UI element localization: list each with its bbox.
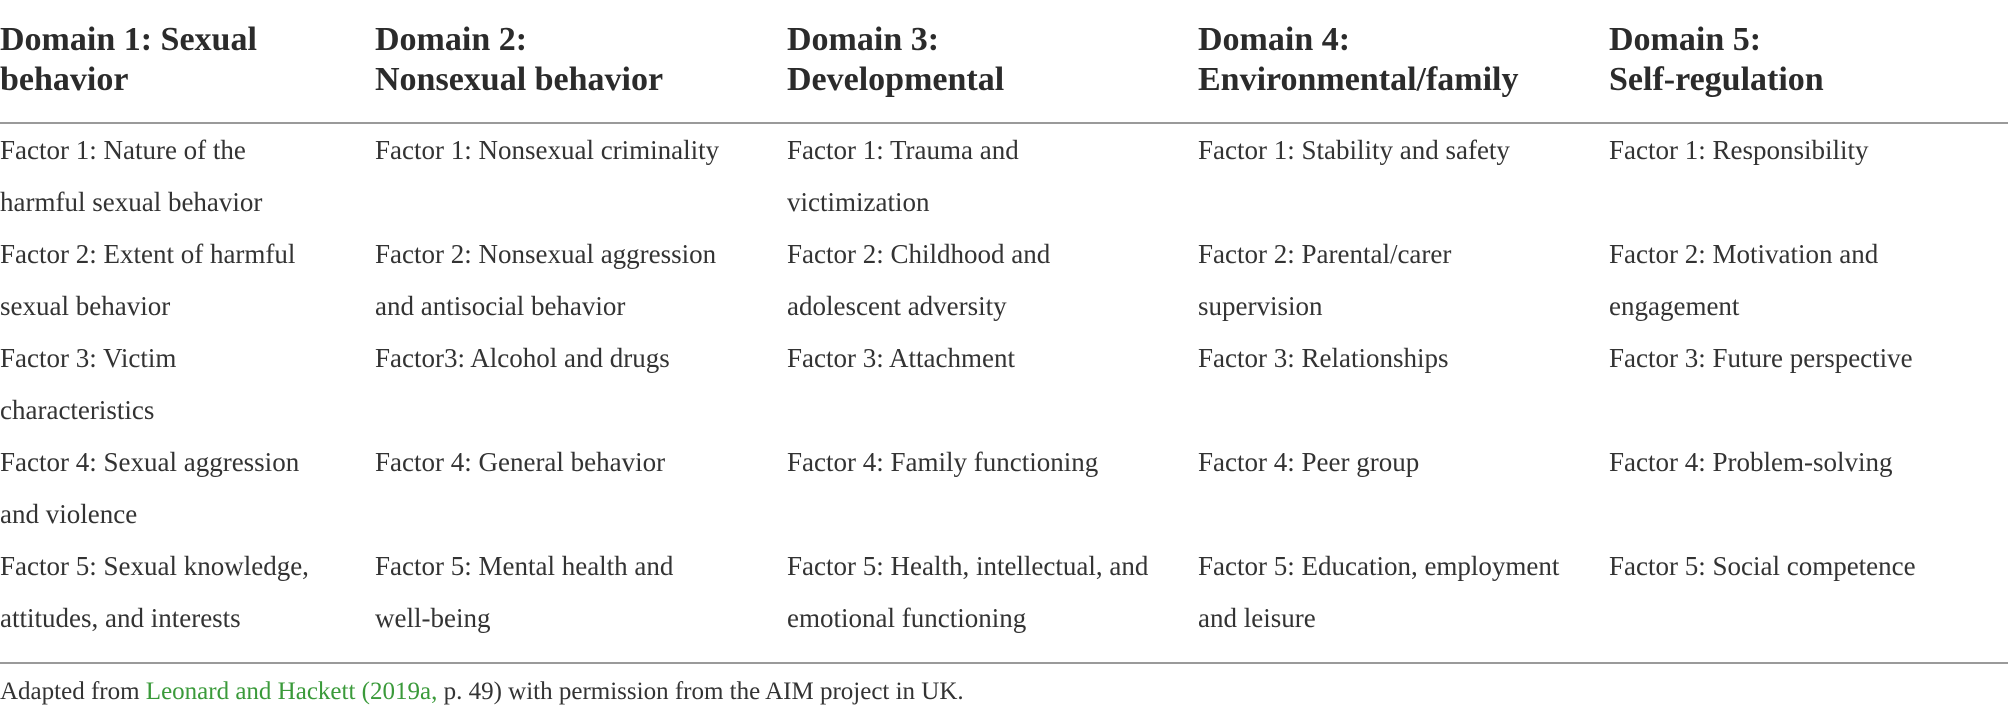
table-bottom-rule bbox=[0, 662, 2008, 664]
table-body bbox=[0, 123, 2008, 644]
footnote-prefix: Adapted from bbox=[0, 678, 146, 705]
header-line: Developmental bbox=[787, 61, 1005, 98]
cell-line: victimization bbox=[787, 187, 930, 217]
citation-link[interactable]: Leonard and Hackett (2019a, bbox=[145, 678, 438, 705]
cell-line: Factor 5: Sexual knowledge, bbox=[0, 551, 309, 581]
cell-line: Factor 5: Education, employment bbox=[1198, 551, 1560, 581]
header-row bbox=[0, 0, 2008, 123]
table-cell bbox=[1198, 228, 1609, 332]
table-cell bbox=[787, 436, 1198, 540]
cell-line: Factor 1: Stability and safety bbox=[1198, 135, 1510, 165]
table-footnote bbox=[0, 676, 964, 708]
cell-line: Factor 3: Future perspective bbox=[1609, 343, 1913, 373]
table-cell bbox=[0, 228, 375, 332]
cell-line: Factor 1: Responsibility bbox=[1609, 135, 1869, 165]
header-line: Nonsexual behavior bbox=[375, 61, 664, 98]
cell-line: Factor 2: Parental/carer bbox=[1198, 239, 1452, 269]
table-row bbox=[0, 123, 2008, 228]
cell-line: and antisocial behavior bbox=[375, 291, 626, 321]
cell-line: adolescent adversity bbox=[787, 291, 1007, 321]
cell-line: Factor 1: Nonsexual criminality bbox=[375, 135, 720, 165]
table-cell bbox=[1609, 436, 2008, 540]
table-cell bbox=[1198, 540, 1609, 644]
footnote-suffix: p. 49) with permission from the AIM project in UK. bbox=[437, 678, 964, 705]
header-line: Domain 3: bbox=[787, 21, 940, 58]
table-cell bbox=[1198, 436, 1609, 540]
header-line: Self-regulation bbox=[1609, 61, 1824, 98]
table-cell bbox=[1609, 540, 2008, 644]
column-header-domain-5 bbox=[1609, 0, 2008, 123]
table-header bbox=[0, 0, 2008, 123]
cell-line: Factor 4: General behavior bbox=[375, 447, 666, 477]
table-row bbox=[0, 332, 2008, 436]
table-cell bbox=[0, 123, 375, 228]
table-cell bbox=[375, 436, 787, 540]
header-line: Domain 4: bbox=[1198, 21, 1351, 58]
cell-line: Factor 4: Family functioning bbox=[787, 447, 1099, 477]
cell-line: Factor 3: Victim bbox=[0, 343, 177, 373]
table-cell bbox=[1609, 123, 2008, 228]
cell-line: supervision bbox=[1198, 291, 1323, 321]
header-line: Domain 2: bbox=[375, 21, 528, 58]
table-cell bbox=[0, 436, 375, 540]
column-header-domain-1 bbox=[0, 0, 375, 123]
table-cell bbox=[787, 228, 1198, 332]
cell-line: and violence bbox=[0, 499, 138, 529]
cell-line: Factor 3: Relationships bbox=[1198, 343, 1449, 373]
cell-line: Factor 2: Nonsexual aggression bbox=[375, 239, 717, 269]
table-cell bbox=[375, 540, 787, 644]
column-header-domain-3 bbox=[787, 0, 1198, 123]
cell-line: Factor 4: Problem-solving bbox=[1609, 447, 1893, 477]
cell-line: Factor 5: Social competence bbox=[1609, 551, 1916, 581]
table-cell bbox=[1609, 228, 2008, 332]
cell-line: Factor 1: Nature of the bbox=[0, 135, 246, 165]
cell-line: Factor 2: Motivation and bbox=[1609, 239, 1879, 269]
table-row bbox=[0, 228, 2008, 332]
cell-line: Factor 2: Childhood and bbox=[787, 239, 1051, 269]
cell-line: Factor 5: Health, intellectual, and bbox=[787, 551, 1149, 581]
cell-line: attitudes, and interests bbox=[0, 603, 241, 633]
cell-line: emotional functioning bbox=[787, 603, 1027, 633]
table-cell bbox=[375, 123, 787, 228]
cell-line: and leisure bbox=[1198, 603, 1316, 633]
cell-line: Factor 1: Trauma and bbox=[787, 135, 1019, 165]
cell-line: well-being bbox=[375, 603, 491, 633]
table-cell bbox=[787, 540, 1198, 644]
table-cell bbox=[375, 228, 787, 332]
cell-line: Factor 3: Attachment bbox=[787, 343, 1015, 373]
header-line: Domain 1: Sexual bbox=[0, 21, 257, 58]
table-cell bbox=[787, 332, 1198, 436]
table-cell bbox=[1609, 332, 2008, 436]
table-cell bbox=[0, 332, 375, 436]
table-cell bbox=[787, 123, 1198, 228]
header-line: behavior bbox=[0, 61, 129, 98]
table-cell bbox=[1198, 332, 1609, 436]
cell-line: harmful sexual behavior bbox=[0, 187, 263, 217]
header-line: Environmental/family bbox=[1198, 61, 1519, 98]
header-line: Domain 5: bbox=[1609, 21, 1762, 58]
column-header-domain-2 bbox=[375, 0, 787, 123]
table-row bbox=[0, 436, 2008, 540]
cell-line: Factor 4: Peer group bbox=[1198, 447, 1420, 477]
table-cell bbox=[0, 540, 375, 644]
cell-line: Factor 4: Sexual aggression bbox=[0, 447, 300, 477]
cell-line: characteristics bbox=[0, 395, 155, 425]
cell-line: sexual behavior bbox=[0, 291, 171, 321]
table-cell bbox=[1198, 123, 1609, 228]
cell-line: engagement bbox=[1609, 291, 1740, 321]
cell-line: Factor 2: Extent of harmful bbox=[0, 239, 296, 269]
table-row bbox=[0, 540, 2008, 644]
table-cell bbox=[375, 332, 787, 436]
cell-line: Factor 5: Mental health and bbox=[375, 551, 674, 581]
column-header-domain-4 bbox=[1198, 0, 1609, 123]
cell-line: Factor3: Alcohol and drugs bbox=[375, 343, 670, 373]
